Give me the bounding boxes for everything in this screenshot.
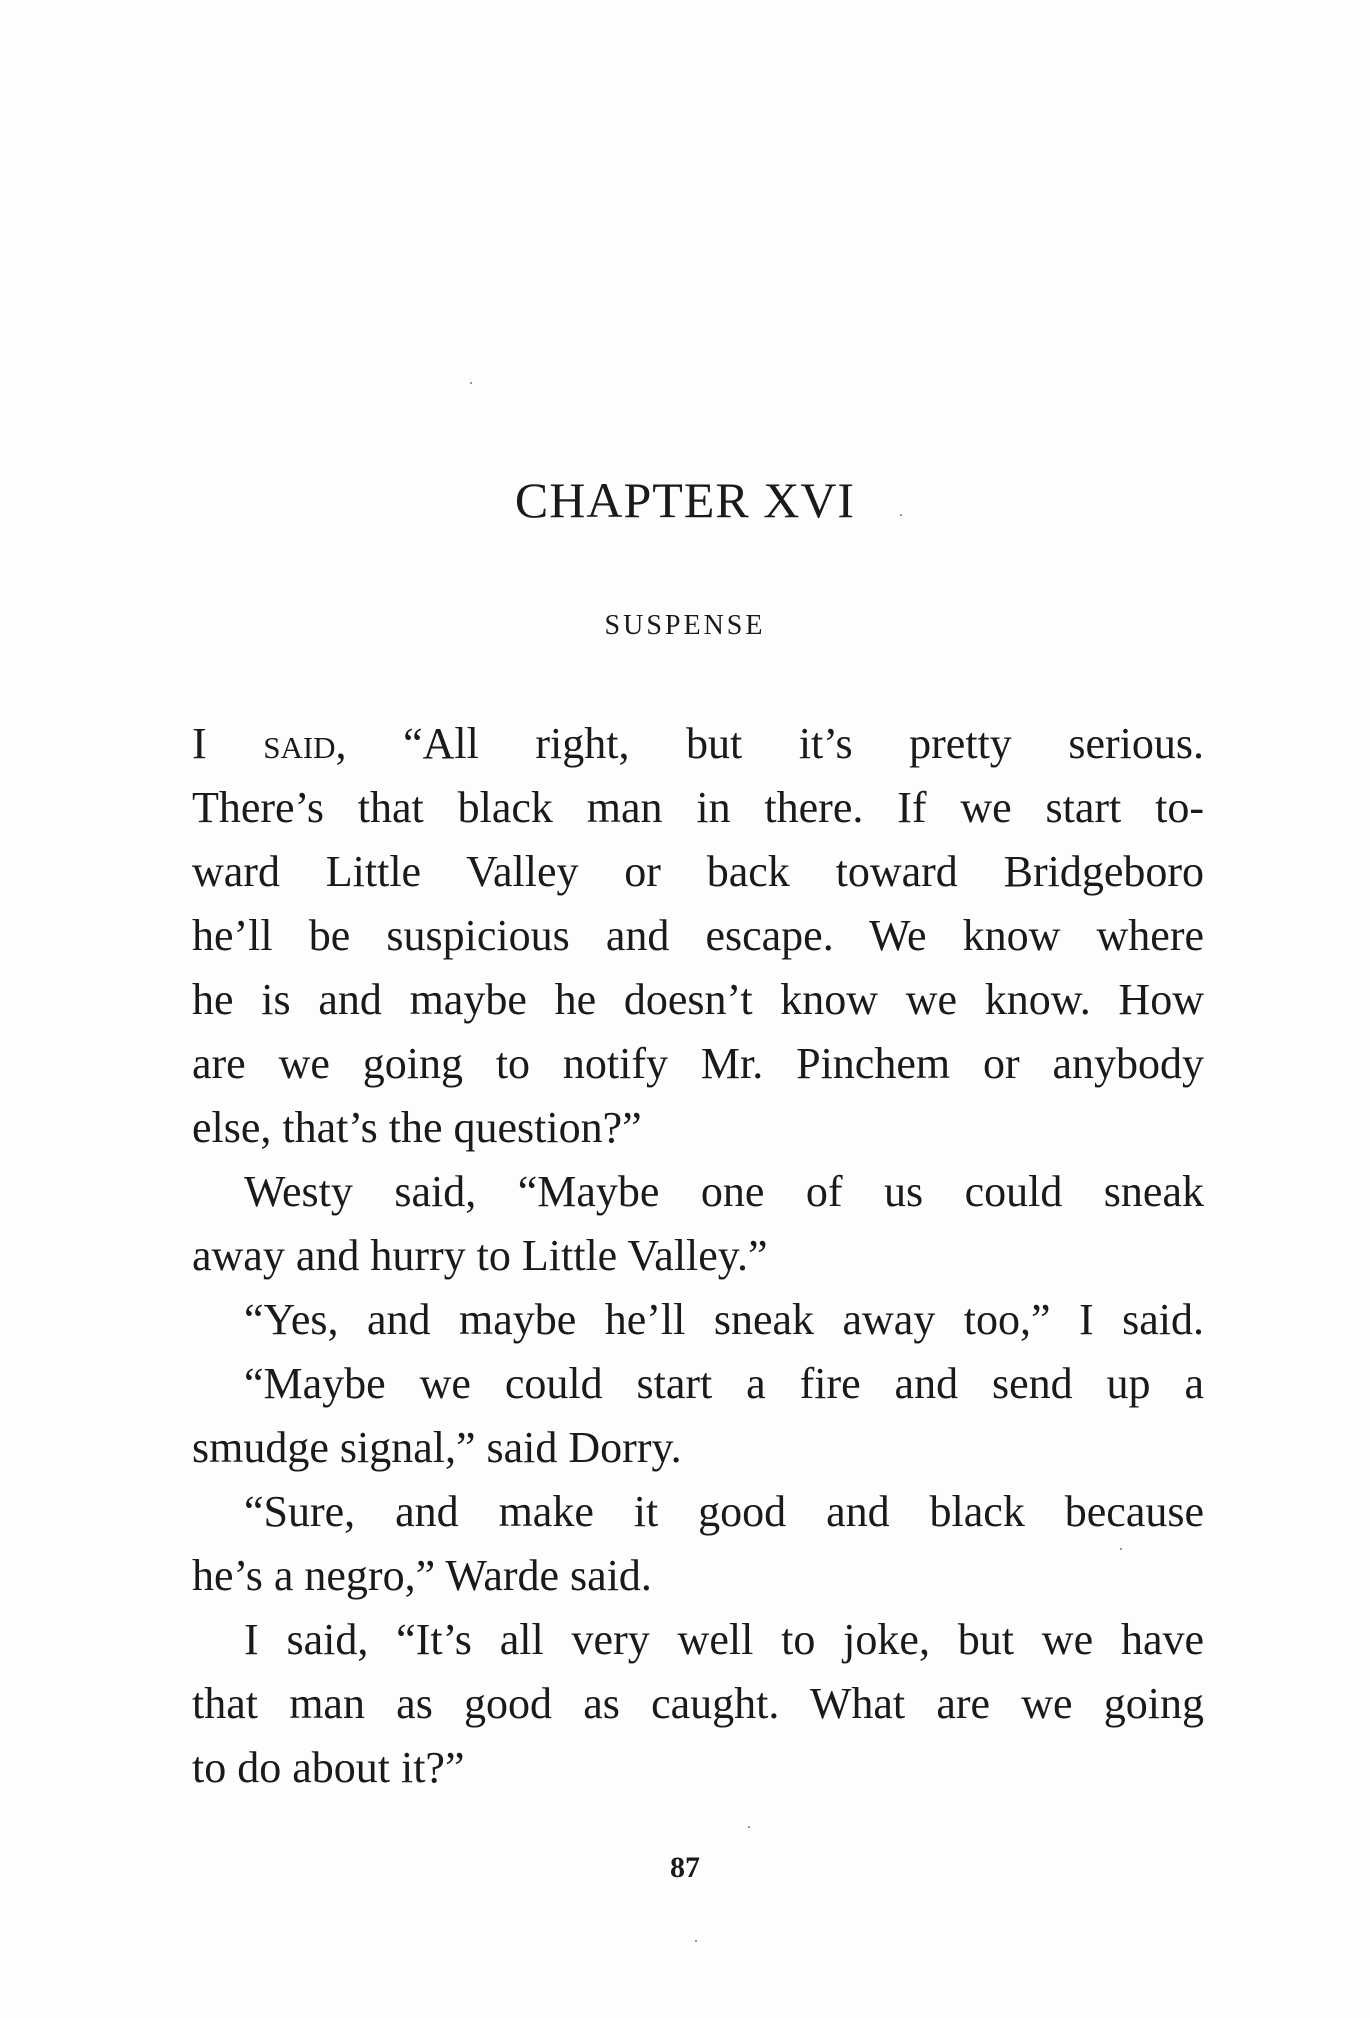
text-line: I said, “It’s all very well to joke, but we have [244,1615,1204,1664]
text-line: ward Little Valley or back toward Bridgeboro [192,847,1204,896]
text-line: to do about it?” [192,1743,465,1792]
text-line: away and hurry to Little Valley.” [192,1231,768,1280]
text-line: he is and maybe he doesn’t know we know. How [192,975,1204,1024]
text-line: he’s a negro,” Warde said. [192,1551,652,1600]
scan-speck [470,382,472,384]
text-line: are we going to notify Mr. Pinchem or anybody [192,1039,1204,1088]
chapter-title: CHAPTER XVI [514,472,856,528]
opening-word: I [192,719,207,768]
chapter-subtitle: SUSPENSE [604,610,766,641]
text-line: smudge signal,” said Dorry. [192,1423,682,1472]
scan-speck [748,1826,750,1828]
line-text: “All right, but it’s pretty serious. [403,719,1204,768]
text-line: he’ll be suspicious and escape. We know where [192,911,1204,960]
text-line [192,712,1204,776]
page-number: 87 [670,1851,700,1884]
body-text [192,712,1204,1800]
text-line: “Maybe we could start a fire and send up a [244,1359,1204,1408]
text-line: There’s that black man in there. If we start to- [192,783,1204,832]
text-line: that man as good as caught. What are we going [192,1679,1204,1728]
text-line: “Yes, and maybe he’ll sneak away too,” I said. [244,1295,1204,1344]
text-line: else, that’s the question?” [192,1103,642,1152]
text-line: Westy said, “Maybe one of us could sneak [244,1167,1204,1216]
text-line: “Sure, and make it good and black because [244,1487,1204,1536]
opening-smallcaps: said, [263,719,347,768]
scan-speck [695,1940,697,1942]
